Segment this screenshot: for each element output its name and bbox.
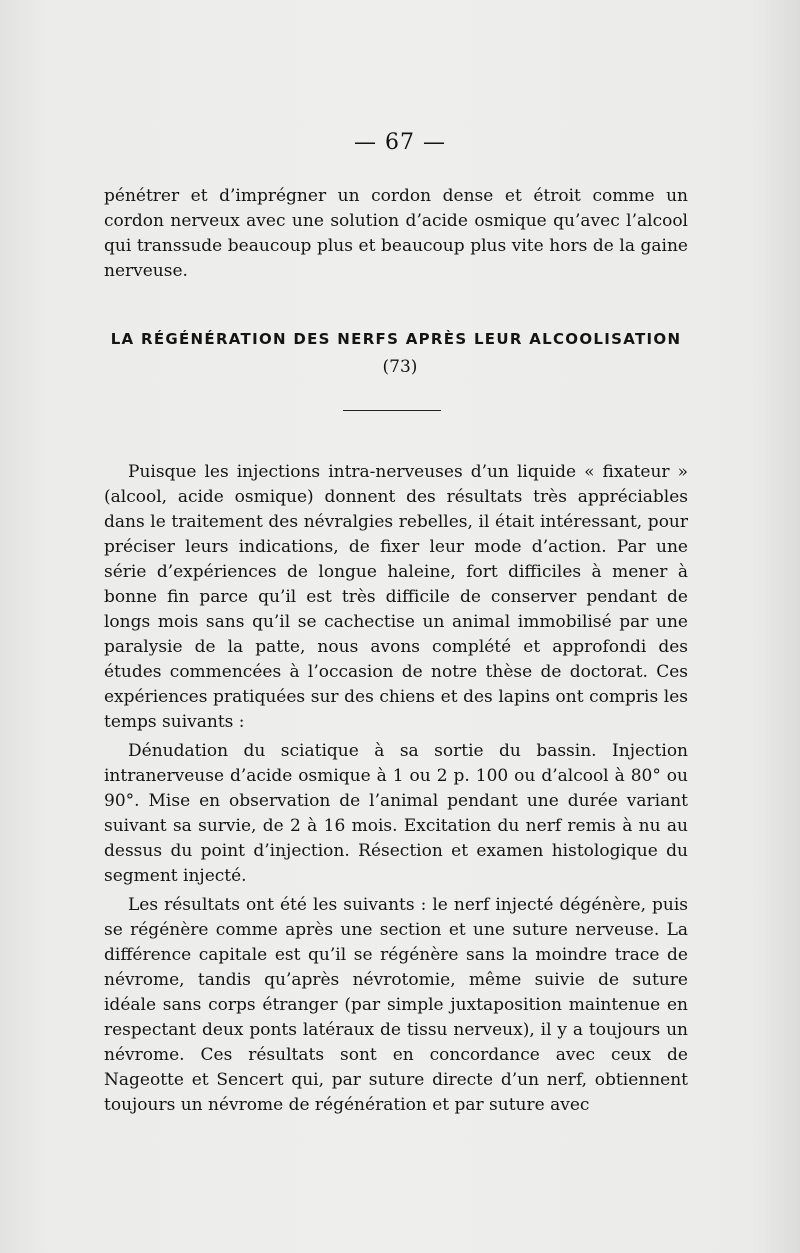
section-reference: (73) [382,357,418,377]
body-text [104,460,688,1118]
section-divider [343,410,441,411]
intro-text: pénétrer et d’imprégner un cordon dense et étroit comme un cordon nerveux avec une solution d’acide osmique qu’avec l’alcool qui transsude beaucoup plus et beaucoup plus vite hors de la gaine nerveuse. [104,186,688,281]
page-number: — 67 — [354,130,446,155]
paragraph: Les résultats ont été les suivants : le nerf injecté dégénère, puis se régénère comme après une section et une suture nerveuse. La différence capitale est qu’il se régénère sans la moindre trace de névrome, tandis qu’après névrotomie, même suivie de suture idéale sans corps étranger (par simple juxtaposition maintenue en respectant deux ponts latéraux de tissu nerveux), il y a toujours un névrome. Ces résultats sont en concordance avec ceux de Nageotte et Sencert qui, par suture directe d’un nerf, obtiennent toujours un névrome de régénération et par suture avec [104,895,688,1115]
intro-paragraph [104,184,688,284]
paragraph: Dénudation du sciatique à sa sortie du bassin. Injection intranerveuse d’acide osmique à 1 ou 2 p. 100 ou d’alcool à 80° ou 90°. Mise en observation de l’animal pendant une durée variant suivant sa survie, de 2 à 16 mois. Excitation du nerf remis à nu au dessus du point d’injection. Résection et examen histologique du segment injecté. [104,741,688,886]
paragraph: Puisque les injections intra-nerveuses d’un liquide « fixateur » (alcool, acide osmique) donnent des résultats très appréciables dans le traitement des névralgies rebelles, il était intéressant, pour préciser leurs indications, de fixer leur mode d’action. Par une série d’expériences de longue haleine, fort difficiles à mener à bonne fin parce qu’il est très difficile de conserver pendant de longs mois sans qu’il se cachectise un animal immobilisé par une paralysie de la patte, nous avons complété et approfondi des études commencées à l’occasion de notre thèse de doctorat. Ces expériences pratiquées sur des chiens et des lapins ont compris les temps suivants : [104,462,688,732]
section-title: LA RÉGÉNÉRATION DES NERFS APRÈS LEUR ALCOOLISATION [110,330,682,348]
